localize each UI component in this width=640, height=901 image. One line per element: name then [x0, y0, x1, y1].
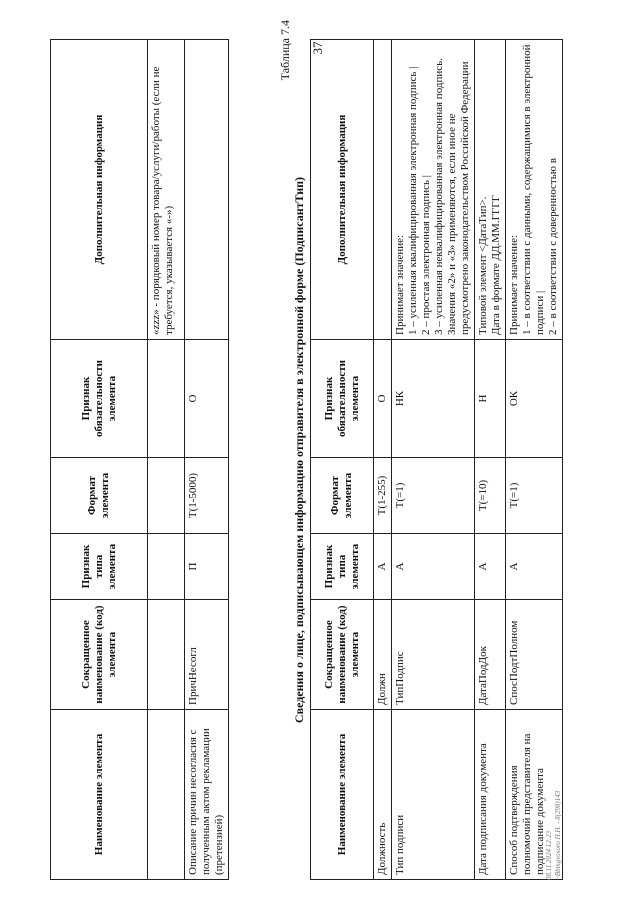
table-row	[392, 40, 475, 880]
cell-format: T(1-5000)	[185, 458, 229, 534]
page-number: 37	[310, 41, 326, 55]
cell-code: ПричНесогл	[185, 600, 229, 710]
table2-header-row	[311, 40, 374, 880]
cell-info	[475, 40, 506, 340]
header-required: Признак обязательности элемента	[51, 340, 148, 458]
table-row	[185, 40, 229, 880]
cell-format: T(1-255)	[374, 458, 392, 534]
table-7-4	[310, 39, 563, 880]
cell-format: T(=1)	[506, 458, 563, 534]
table-row	[475, 40, 506, 880]
cell-format	[148, 458, 185, 534]
cell-name: Тип подписи	[392, 710, 475, 880]
cell-type: А	[475, 534, 506, 600]
header-required: Признак обязательности элемента	[311, 340, 374, 458]
table1-header-row	[51, 40, 148, 880]
cell-info	[374, 40, 392, 340]
cell-format: T(=1)	[392, 458, 475, 534]
cell-format: T(=10)	[475, 458, 506, 534]
cell-required	[148, 340, 185, 458]
cell-code: Должн	[374, 600, 392, 710]
header-type: Признак типа элемента	[311, 534, 374, 600]
header-code: Сокращенное наименование (код) элемента	[311, 600, 374, 710]
info-line: 2 – в соответствии с доверенностью в	[547, 158, 559, 335]
info-line: Дата в формате ДД.ММ.ГГГГ	[490, 194, 502, 335]
cell-required: О	[374, 340, 392, 458]
header-name: Наименование элемента	[311, 710, 374, 880]
cell-info: «zzz» - порядковый номер товара/услуги/работы (если не требуется, указывается «-»)	[148, 40, 185, 340]
info-line: 2 – простая электронная подпись |	[420, 175, 432, 335]
info-line: 1 – усиленная квалифицированная электронная подпись |	[407, 66, 419, 335]
cell-info	[506, 40, 563, 340]
info-line: Значения «2» и «3» применяются, если иное не предусмотрено законодательством Российской Федерации	[446, 61, 471, 335]
header-info: Дополнительная информация	[311, 40, 374, 340]
cell-name: Описание причин несогласия с полученным актом рекламации (претензией)	[185, 710, 229, 880]
cell-name: Должность	[374, 710, 392, 880]
header-format: Формат элемента	[51, 458, 148, 534]
cell-name: Способ подтверждения полномочий представителя на подписание документа	[506, 710, 563, 880]
cell-required: ОК	[506, 340, 563, 458]
cell-type: А	[506, 534, 563, 600]
info-line: 3 – усиленная неквалифицированная электронная подпись.	[433, 58, 445, 335]
cell-name	[148, 710, 185, 880]
table-caption-number: Таблица 7.4	[278, 20, 292, 81]
cell-code: ТипПодпис	[392, 600, 475, 710]
cell-name: Дата подписания документа	[475, 710, 506, 880]
header-type: Признак типа элемента	[51, 534, 148, 600]
cell-type: А	[374, 534, 392, 600]
header-code: Сокращенное наименование (код) элемента	[51, 600, 148, 710]
cell-type	[148, 534, 185, 600]
cell-type: П	[185, 534, 229, 600]
header-format: Формат элемента	[311, 458, 374, 534]
cell-required: О	[185, 340, 229, 458]
header-info: Дополнительная информация	[51, 40, 148, 340]
cell-code: СпосПодтПолном	[506, 600, 563, 710]
rotated-page-content	[50, 20, 590, 880]
info-line: Принимает значение:	[508, 234, 520, 335]
cell-code: ДатаПодДок	[475, 600, 506, 710]
cell-type: А	[392, 534, 475, 600]
cell-required: Н	[475, 340, 506, 458]
table-row	[148, 40, 185, 880]
cell-info	[185, 40, 229, 340]
stamp-line: ~Bbmgvosoro Н.Н. - 8(298)143	[554, 790, 562, 880]
cell-required: НК	[392, 340, 475, 458]
stamp-line: 08.11.2024 12:23	[545, 830, 553, 880]
table-continuation	[50, 39, 229, 880]
table-row	[374, 40, 392, 880]
cell-info	[392, 40, 475, 340]
table-caption-title: Сведения о лице, подписывающем информацию отправителя в электронной форме (ПодписантТип)	[292, 176, 306, 724]
info-line: Принимает значение:	[394, 234, 406, 335]
info-line: Типовой элемент <ДатаТип>.	[477, 196, 489, 335]
header-name: Наименование элемента	[51, 710, 148, 880]
info-line: 1 – в соответствии с данными, содержащимися в электронной подписи |	[521, 44, 546, 335]
registration-stamp	[545, 730, 563, 880]
cell-code	[148, 600, 185, 710]
